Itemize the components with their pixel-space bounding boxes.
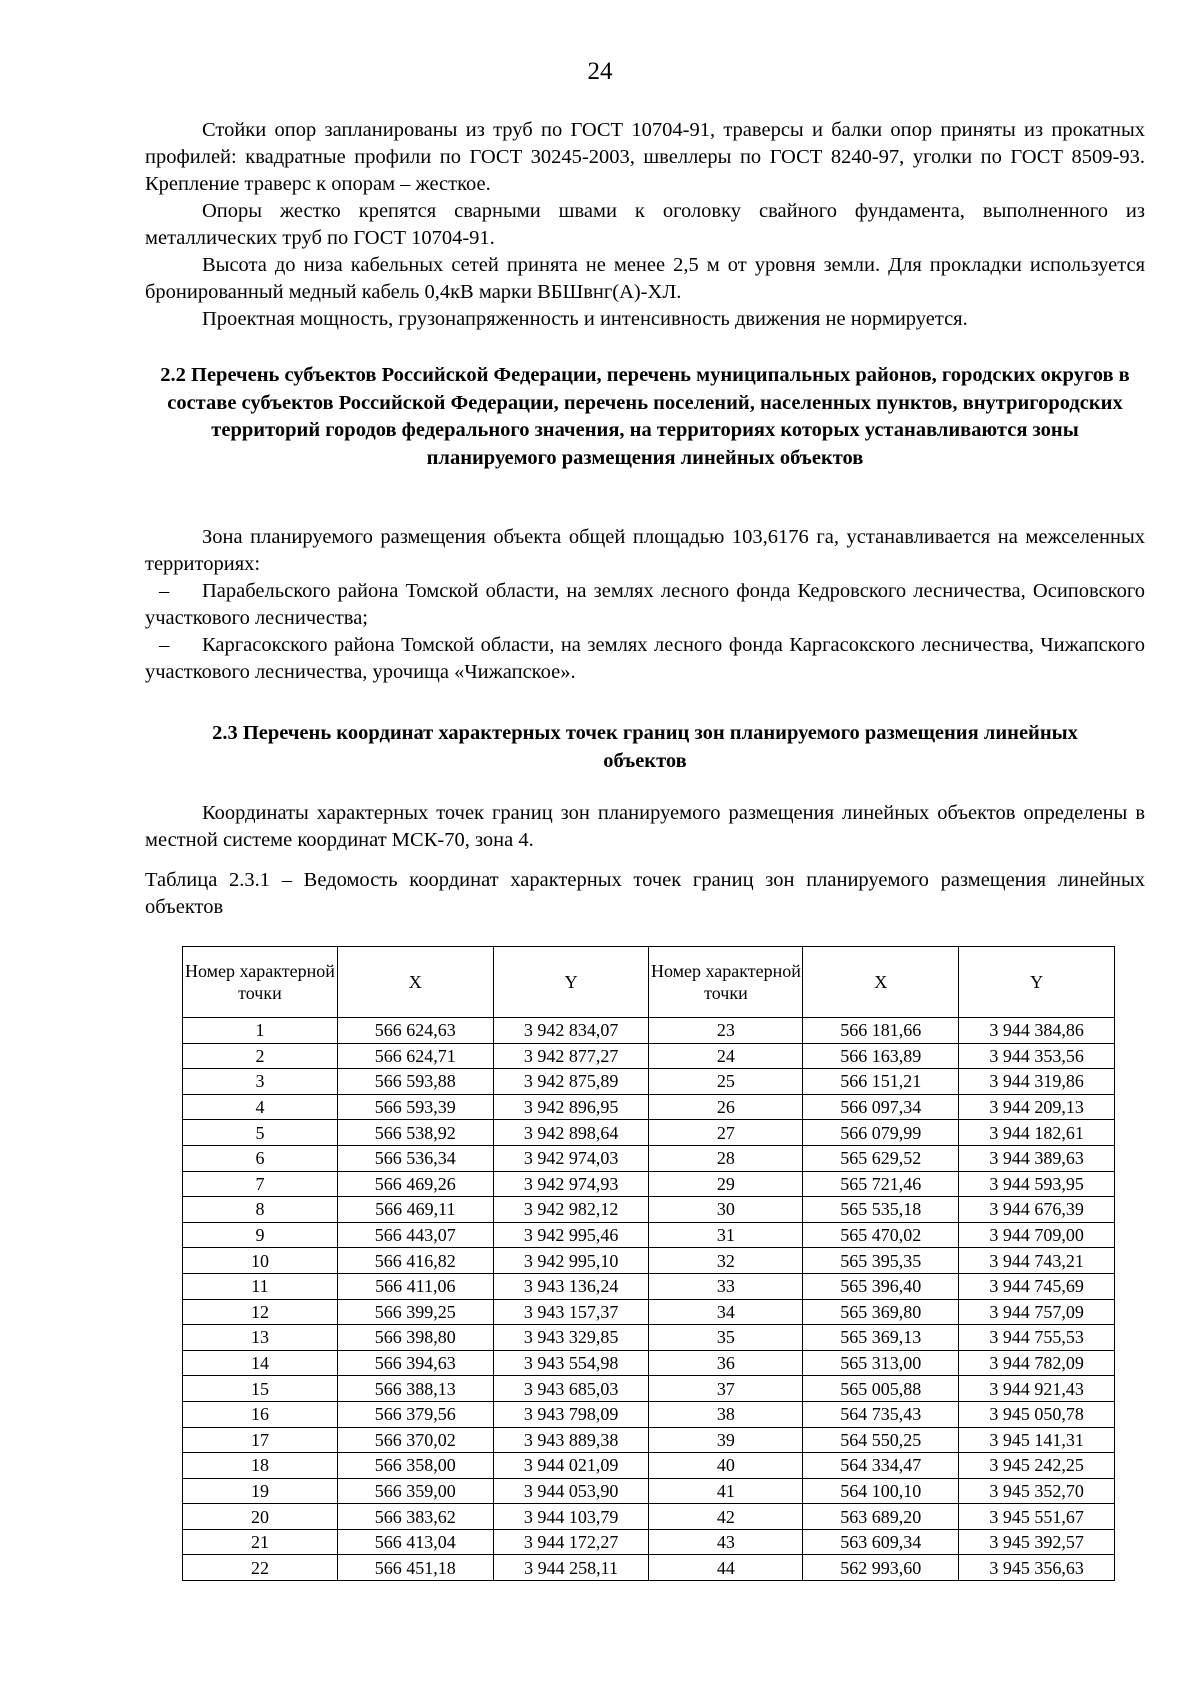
y-cell: 3 943 136,24: [493, 1273, 649, 1299]
y-cell: 3 944 103,79: [493, 1504, 649, 1530]
table-row: [183, 1325, 1115, 1351]
header-y: Y: [959, 947, 1115, 1018]
table-row: [183, 1453, 1115, 1479]
y-cell: 3 942 875,89: [493, 1069, 649, 1095]
table-row: [183, 1145, 1115, 1171]
y-cell: 3 945 356,63: [959, 1555, 1115, 1581]
point-number-cell: 5: [183, 1120, 338, 1146]
y-cell: 3 942 877,27: [493, 1043, 649, 1069]
x-cell: 566 181,66: [803, 1018, 959, 1044]
point-number-cell: 8: [183, 1197, 338, 1223]
table-row: [183, 1555, 1115, 1581]
x-cell: 566 469,11: [337, 1197, 493, 1223]
x-cell: 566 358,00: [337, 1453, 493, 1479]
x-cell: 566 379,56: [337, 1401, 493, 1427]
x-cell: 566 593,88: [337, 1069, 493, 1095]
y-cell: 3 944 384,86: [959, 1018, 1115, 1044]
x-cell: 566 394,63: [337, 1350, 493, 1376]
y-cell: 3 944 353,56: [959, 1043, 1115, 1069]
point-number-cell: 44: [649, 1555, 803, 1581]
table-row: [183, 1504, 1115, 1530]
x-cell: 566 079,99: [803, 1120, 959, 1146]
x-cell: 566 538,92: [337, 1120, 493, 1146]
y-cell: 3 944 053,90: [493, 1478, 649, 1504]
y-cell: 3 944 676,39: [959, 1197, 1115, 1223]
y-cell: 3 942 898,64: [493, 1120, 649, 1146]
x-cell: 565 313,00: [803, 1350, 959, 1376]
header-x: X: [803, 947, 959, 1018]
x-cell: 566 388,13: [337, 1376, 493, 1402]
point-number-cell: 12: [183, 1299, 338, 1325]
y-cell: 3 944 745,69: [959, 1273, 1115, 1299]
dash-marker: –: [159, 580, 170, 602]
y-cell: 3 945 392,57: [959, 1529, 1115, 1555]
y-cell: 3 944 258,11: [493, 1555, 649, 1581]
y-cell: 3 945 551,67: [959, 1504, 1115, 1530]
table-caption: [145, 867, 1145, 921]
x-cell: 564 735,43: [803, 1401, 959, 1427]
table-row: [183, 1120, 1115, 1146]
table-row: [183, 1094, 1115, 1120]
list-item: [145, 578, 1145, 632]
point-number-cell: 39: [649, 1427, 803, 1453]
point-number-cell: 1: [183, 1018, 338, 1044]
y-cell: 3 944 782,09: [959, 1350, 1115, 1376]
y-cell: 3 943 329,85: [493, 1325, 649, 1351]
y-cell: 3 942 834,07: [493, 1018, 649, 1044]
point-number-cell: 22: [183, 1555, 338, 1581]
table-row: [183, 1376, 1115, 1402]
point-number-cell: 4: [183, 1094, 338, 1120]
y-cell: 3 942 974,93: [493, 1171, 649, 1197]
point-number-cell: 41: [649, 1478, 803, 1504]
paragraph: Высота до низа кабельных сетей принята не менее 2,5 м от уровня земли. Для прокладки используется бронированный медный кабель 0,4кВ марки ВБШвнг(А)-ХЛ.: [145, 254, 1145, 303]
y-cell: 3 943 685,03: [493, 1376, 649, 1402]
y-cell: 3 945 141,31: [959, 1427, 1115, 1453]
x-cell: 566 097,34: [803, 1094, 959, 1120]
x-cell: 566 624,71: [337, 1043, 493, 1069]
y-cell: 3 943 554,98: [493, 1350, 649, 1376]
x-cell: 566 399,25: [337, 1299, 493, 1325]
point-number-cell: 25: [649, 1069, 803, 1095]
x-cell: 565 721,46: [803, 1171, 959, 1197]
x-cell: 566 413,04: [337, 1529, 493, 1555]
header-point-number: Номер характерной точки: [183, 947, 338, 1018]
x-cell: 564 550,25: [803, 1427, 959, 1453]
paragraph: Опоры жестко крепятся сварными швами к оголовку свайного фундамента, выполненного из металлических труб по ГОСТ 10704-91.: [145, 200, 1145, 249]
x-cell: 565 470,02: [803, 1222, 959, 1248]
y-cell: 3 942 896,95: [493, 1094, 649, 1120]
point-number-cell: 29: [649, 1171, 803, 1197]
point-number-cell: 21: [183, 1529, 338, 1555]
table-row: [183, 1018, 1115, 1044]
point-number-cell: 16: [183, 1401, 338, 1427]
x-cell: 565 005,88: [803, 1376, 959, 1402]
x-cell: 565 369,13: [803, 1325, 959, 1351]
point-number-cell: 33: [649, 1273, 803, 1299]
x-cell: 562 993,60: [803, 1555, 959, 1581]
paragraph: Стойки опор запланированы из труб по ГОСТ 10704-91, траверсы и балки опор приняты из прокатных профилей: квадратные профили по ГОСТ 30245-2003, швеллеры по ГОСТ 8240-97, уголки по ГОСТ 8509-93. Крепление траверс к опорам – жесткое.: [145, 119, 1145, 195]
table-header-row: [183, 947, 1115, 1018]
point-number-cell: 17: [183, 1427, 338, 1453]
y-cell: 3 944 389,63: [959, 1145, 1115, 1171]
list-item-text: Парабельского района Томской области, на землях лесного фонда Кедровского лесничества, Осиповского участкового лесничества;: [145, 580, 1145, 629]
y-cell: 3 944 921,43: [959, 1376, 1115, 1402]
section-2-3-heading: 2.3 Перечень координат характерных точек границ зон планируемого размещения линейных объектов: [212, 722, 1078, 772]
point-number-cell: 9: [183, 1222, 338, 1248]
point-number-cell: 30: [649, 1197, 803, 1223]
paragraph: Зона планируемого размещения объекта общей площадью 103,6176 га, устанавливается на межселенных территориях:: [145, 526, 1145, 575]
point-number-cell: 18: [183, 1453, 338, 1479]
list-item-text: Каргасокского района Томской области, на землях лесного фонда Каргасокского лесничества, Чижапского участкового лесничества, урочища «Чижапское».: [145, 634, 1145, 683]
x-cell: 564 334,47: [803, 1453, 959, 1479]
y-cell: 3 944 209,13: [959, 1094, 1115, 1120]
point-number-cell: 40: [649, 1453, 803, 1479]
y-cell: 3 945 242,25: [959, 1453, 1115, 1479]
x-cell: 566 451,18: [337, 1555, 493, 1581]
y-cell: 3 944 021,09: [493, 1453, 649, 1479]
point-number-cell: 24: [649, 1043, 803, 1069]
x-cell: 563 689,20: [803, 1504, 959, 1530]
paragraph: Проектная мощность, грузонапряженность и интенсивность движения не нормируется.: [202, 308, 968, 330]
list-item: [145, 632, 1145, 686]
table-row: [183, 1222, 1115, 1248]
y-cell: 3 942 995,10: [493, 1248, 649, 1274]
point-number-cell: 42: [649, 1504, 803, 1530]
point-number-cell: 28: [649, 1145, 803, 1171]
table-body: [183, 1018, 1115, 1581]
point-number-cell: 13: [183, 1325, 338, 1351]
intro-paragraphs: [145, 117, 1145, 333]
point-number-cell: 31: [649, 1222, 803, 1248]
x-cell: 566 593,39: [337, 1094, 493, 1120]
y-cell: 3 944 755,53: [959, 1325, 1115, 1351]
point-number-cell: 19: [183, 1478, 338, 1504]
y-cell: 3 943 889,38: [493, 1427, 649, 1453]
table-row: [183, 1248, 1115, 1274]
y-cell: 3 942 974,03: [493, 1145, 649, 1171]
point-number-cell: 20: [183, 1504, 338, 1530]
paragraph: Координаты характерных точек границ зон планируемого размещения линейных объектов определены в местной системе координат МСК-70, зона 4.: [145, 802, 1145, 851]
point-number-cell: 35: [649, 1325, 803, 1351]
point-number-cell: 7: [183, 1171, 338, 1197]
x-cell: 566 359,00: [337, 1478, 493, 1504]
y-cell: 3 943 157,37: [493, 1299, 649, 1325]
x-cell: 566 398,80: [337, 1325, 493, 1351]
table-row: [183, 1401, 1115, 1427]
point-number-cell: 26: [649, 1094, 803, 1120]
page-number: 24: [587, 58, 613, 85]
x-cell: 566 624,63: [337, 1018, 493, 1044]
y-cell: 3 942 995,46: [493, 1222, 649, 1248]
point-number-cell: 34: [649, 1299, 803, 1325]
header-y: Y: [493, 947, 649, 1018]
point-number-cell: 2: [183, 1043, 338, 1069]
table-row: [183, 1273, 1115, 1299]
y-cell: 3 944 709,00: [959, 1222, 1115, 1248]
table-row: [183, 1427, 1115, 1453]
x-cell: 566 411,06: [337, 1273, 493, 1299]
table-row: [183, 1069, 1115, 1095]
x-cell: 566 383,62: [337, 1504, 493, 1530]
table-row: [183, 1043, 1115, 1069]
dash-marker: –: [159, 634, 170, 656]
x-cell: 565 629,52: [803, 1145, 959, 1171]
point-number-cell: 10: [183, 1248, 338, 1274]
point-number-cell: 27: [649, 1120, 803, 1146]
table-row: [183, 1529, 1115, 1555]
point-number-cell: 23: [649, 1018, 803, 1044]
header-x: X: [337, 947, 493, 1018]
table-row: [183, 1171, 1115, 1197]
header-point-number: Номер характерной точки: [649, 947, 803, 1018]
table-caption-text: Таблица 2.3.1 – Ведомость координат характерных точек границ зон планируемого размещения линейных объектов: [145, 869, 1145, 918]
y-cell: 3 942 982,12: [493, 1197, 649, 1223]
x-cell: 566 151,21: [803, 1069, 959, 1095]
y-cell: 3 944 319,86: [959, 1069, 1115, 1095]
y-cell: 3 944 743,21: [959, 1248, 1115, 1274]
point-number-cell: 32: [649, 1248, 803, 1274]
point-number-cell: 15: [183, 1376, 338, 1402]
point-number-cell: 36: [649, 1350, 803, 1376]
x-cell: 566 163,89: [803, 1043, 959, 1069]
point-number-cell: 11: [183, 1273, 338, 1299]
table-row: [183, 1197, 1115, 1223]
y-cell: 3 945 050,78: [959, 1401, 1115, 1427]
coordinates-table: [182, 946, 1115, 1581]
x-cell: 566 443,07: [337, 1222, 493, 1248]
x-cell: 564 100,10: [803, 1478, 959, 1504]
table-row: [183, 1299, 1115, 1325]
point-number-cell: 37: [649, 1376, 803, 1402]
y-cell: 3 944 757,09: [959, 1299, 1115, 1325]
table-row: [183, 1350, 1115, 1376]
section-2-2-heading: 2.2 Перечень субъектов Российской Федерации, перечень муниципальных районов, городских округов в составе субъектов Российской Федерации, перечень поселений, населенных пунктов, внутригородских территорий городов федерального значения, на территориях которых устанавливаются зоны планируемого размещения линейных объектов: [160, 364, 1130, 469]
point-number-cell: 38: [649, 1401, 803, 1427]
point-number-cell: 6: [183, 1145, 338, 1171]
x-cell: 566 370,02: [337, 1427, 493, 1453]
point-number-cell: 43: [649, 1529, 803, 1555]
x-cell: 565 369,80: [803, 1299, 959, 1325]
x-cell: 565 396,40: [803, 1273, 959, 1299]
table-row: [183, 1478, 1115, 1504]
section-2-2-body: [145, 524, 1145, 686]
y-cell: 3 944 182,61: [959, 1120, 1115, 1146]
y-cell: 3 943 798,09: [493, 1401, 649, 1427]
point-number-cell: 14: [183, 1350, 338, 1376]
x-cell: 565 535,18: [803, 1197, 959, 1223]
point-number-cell: 3: [183, 1069, 338, 1095]
x-cell: 566 469,26: [337, 1171, 493, 1197]
x-cell: 563 609,34: [803, 1529, 959, 1555]
y-cell: 3 945 352,70: [959, 1478, 1115, 1504]
x-cell: 566 416,82: [337, 1248, 493, 1274]
y-cell: 3 944 593,95: [959, 1171, 1115, 1197]
x-cell: 565 395,35: [803, 1248, 959, 1274]
section-2-3-body: [145, 800, 1145, 854]
x-cell: 566 536,34: [337, 1145, 493, 1171]
y-cell: 3 944 172,27: [493, 1529, 649, 1555]
